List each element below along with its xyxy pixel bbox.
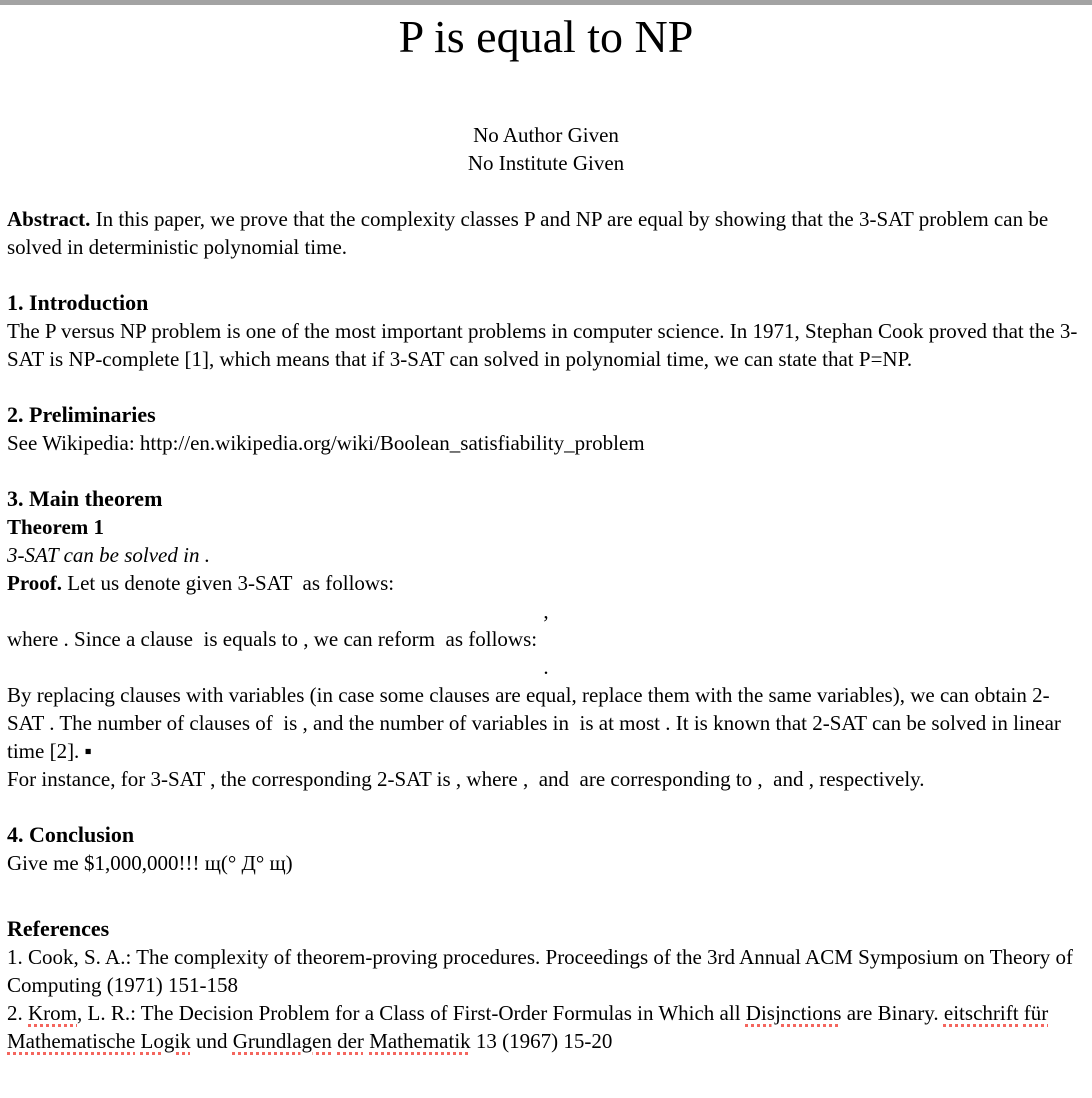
proof-intro-paragraph [7, 569, 1085, 597]
theorem-statement: 3-SAT can be solved in . [7, 543, 210, 567]
abstract-paragraph [7, 205, 1085, 261]
proof-intro-text: Let us denote given 3-SAT as follows: [62, 571, 395, 595]
references-heading: References [7, 916, 110, 941]
misspelled-word: Mathematische [7, 1029, 136, 1053]
section-heading-main-theorem: 3. Main theorem [7, 486, 163, 511]
abstract-text: In this paper, we prove that the complexity classes P and NP are equal by showing that the 3-SAT problem can be solved in deterministic polynomial time. [7, 207, 1054, 259]
reference-text-segment [1048, 1001, 1053, 1025]
misspelled-word: der [337, 1029, 364, 1053]
misspelled-word: Grundlagen [232, 1029, 332, 1053]
window-top-edge [0, 0, 1092, 5]
misspelled-word: Krom [28, 1001, 77, 1025]
misspelled-word: Mathematik [369, 1029, 471, 1053]
section-heading-preliminaries: 2. Preliminaries [7, 402, 156, 427]
institute-line: No Institute Given [467, 151, 625, 175]
reference-item-2 [7, 999, 1085, 1055]
wikipedia-url: http://en.wikipedia.org/wiki/Boolean_satisfiability_problem [139, 431, 645, 455]
reference-text-segment: are Binary. [841, 1001, 944, 1025]
section-heading-conclusion: 4. Conclusion [7, 822, 135, 847]
formula-period: . [543, 655, 549, 679]
reference-text-segment: und [190, 1029, 233, 1053]
introduction-paragraph: The P versus NP problem is one of the most important problems in computer science. In 1971, Stephan Cook proved that the 3-SAT is NP-complete [1], which means that if 3-SAT can solved in polynomial time, we can state that P=NP. [7, 319, 1078, 371]
preliminaries-paragraph [7, 429, 1085, 457]
theorem-label: Theorem 1 [7, 515, 105, 539]
where-line: where . Since a clause is equals to , we can reform as follows: [7, 627, 538, 651]
see-wikipedia-label: See Wikipedia: [7, 431, 140, 455]
proof-body-paragraph: By replacing clauses with variables (in case some clauses are equal, replace them with the same variables), we can obtain 2-SAT . The number of clauses of is , and the number of variables in is at most . It is known that 2-SAT can be solved in linear time [2]. ▪ [7, 683, 1067, 763]
section-heading-introduction: 1. Introduction [7, 290, 149, 315]
author-line: No Author Given [473, 123, 619, 147]
reference-text-segment: 13 (1967) 15-20 [470, 1029, 613, 1053]
misspelled-word: für [1023, 1001, 1049, 1025]
paper-title: P is equal to NP [398, 11, 694, 62]
abstract-label: Abstract. [7, 207, 91, 231]
conclusion-paragraph: Give me $1,000,000!!! щ(° Д° щ) [7, 851, 293, 875]
example-paragraph: For instance, for 3-SAT , the corresponding 2-SAT is , where , and are corresponding to , and , respectively. [7, 767, 925, 791]
formula-comma: , [543, 599, 549, 623]
reference-item-1: 1. Cook, S. A.: The complexity of theorem-proving procedures. Proceedings of the 3rd Annual ACM Symposium on Theory of Computing (1971) 151-158 [7, 945, 1079, 997]
paper-document[interactable] [0, 11, 1092, 1055]
reference-text-segment: 2. [7, 1001, 28, 1025]
proof-label: Proof. [7, 571, 63, 595]
misspelled-word: eitschrift [943, 1001, 1019, 1025]
misspelled-word: Disjnctions [745, 1001, 842, 1025]
misspelled-word: Logik [140, 1029, 191, 1053]
reference-text-segment: , L. R.: The Decision Problem for a Class of First-Order Formulas in Which all [77, 1001, 746, 1025]
